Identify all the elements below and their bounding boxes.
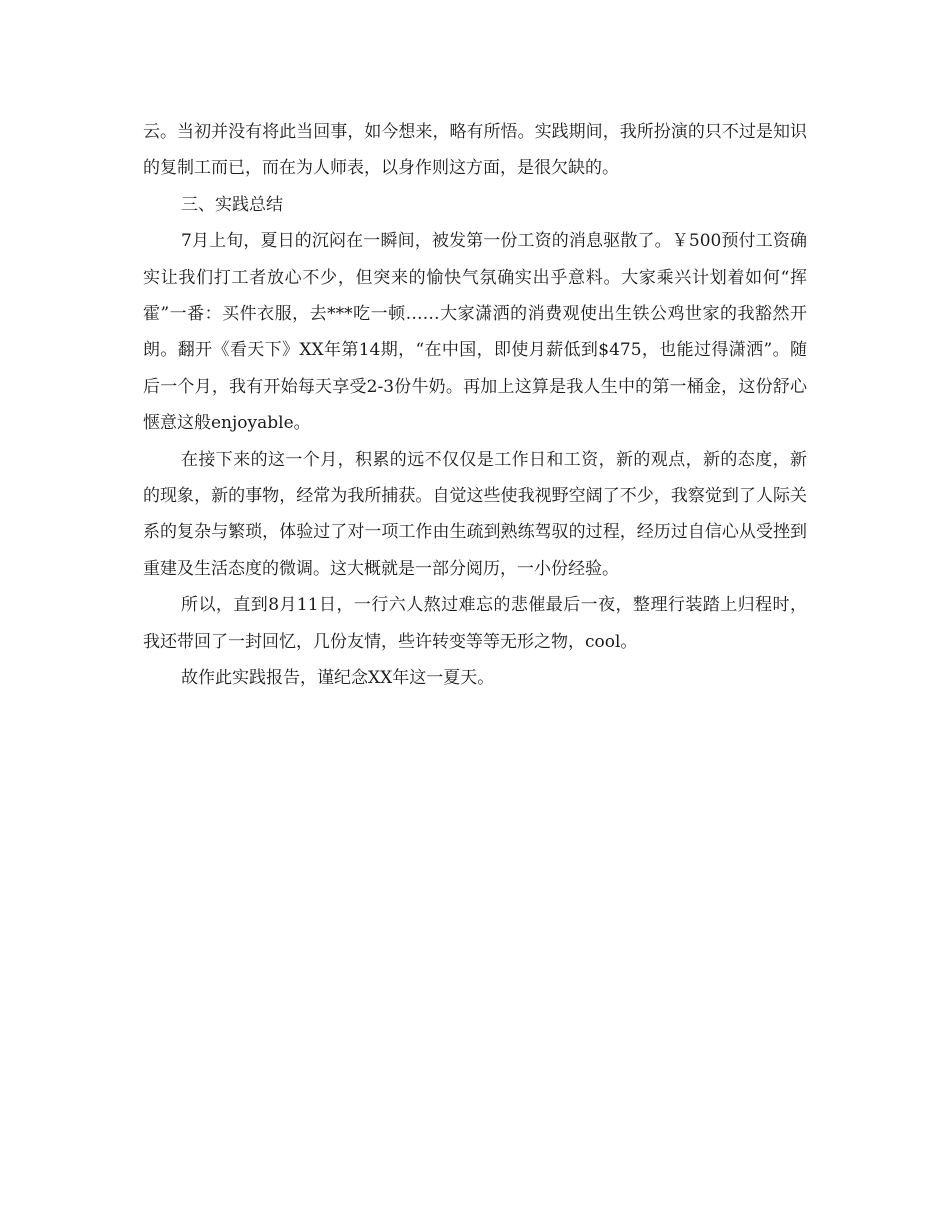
- section-heading: 三、实践总结: [181, 194, 283, 215]
- paragraph-closing: 故作此实践报告，谨纪念XX年这一夏天。: [181, 668, 495, 689]
- paragraph-continuation: 云。当初并没有将此当回事，如今想来，略有所悟。实践期间，我所扮演的只不过是知识的复制工而已，而在为人师表，以身作则这方面，是很欠缺的。: [143, 122, 807, 179]
- paragraph: 所以，直到8月11日，一行六人熬过难忘的悲催最后一夜，整理行装踏上归程时，我还带回了一封回忆，几份友情，些许转变等等无形之物，cool。: [143, 595, 807, 652]
- paragraph: 在接下来的这一个月，积累的远不仅仅是工作日和工资，新的观点，新的态度，新的现象，新的事物，经常为我所捕获。自觉这些使我视野空阔了不少，我察觉到了人际关系的复杂与繁琐，体验过了对一项工作由生疏到熟练驾驭的过程，经历过自信心从受挫到重建及生活态度的微调。这大概就是一部分阅历，一小份经验。: [143, 449, 807, 579]
- paragraph: 7月上旬，夏日的沉闷在一瞬间，被发第一份工资的消息驱散了。￥500预付工资确实让我们打工者放心不少，但突来的愉快气氛确实出乎意料。大家乘兴计划着如何“挥霍”一番：买件衣服，去***吃一顿……大家潇洒的消费观使出生铁公鸡世家的我豁然开朗。翻开《看天下》XX年第14期，“在中国，即使月薪低到$475，也能过得潇洒”。随后一个月，我有开始每天享受2-3份牛奶。再加上这算是我人生中的第一桶金，这份舒心惬意这般enjoyable。: [143, 231, 807, 434]
- document-body: [143, 114, 807, 697]
